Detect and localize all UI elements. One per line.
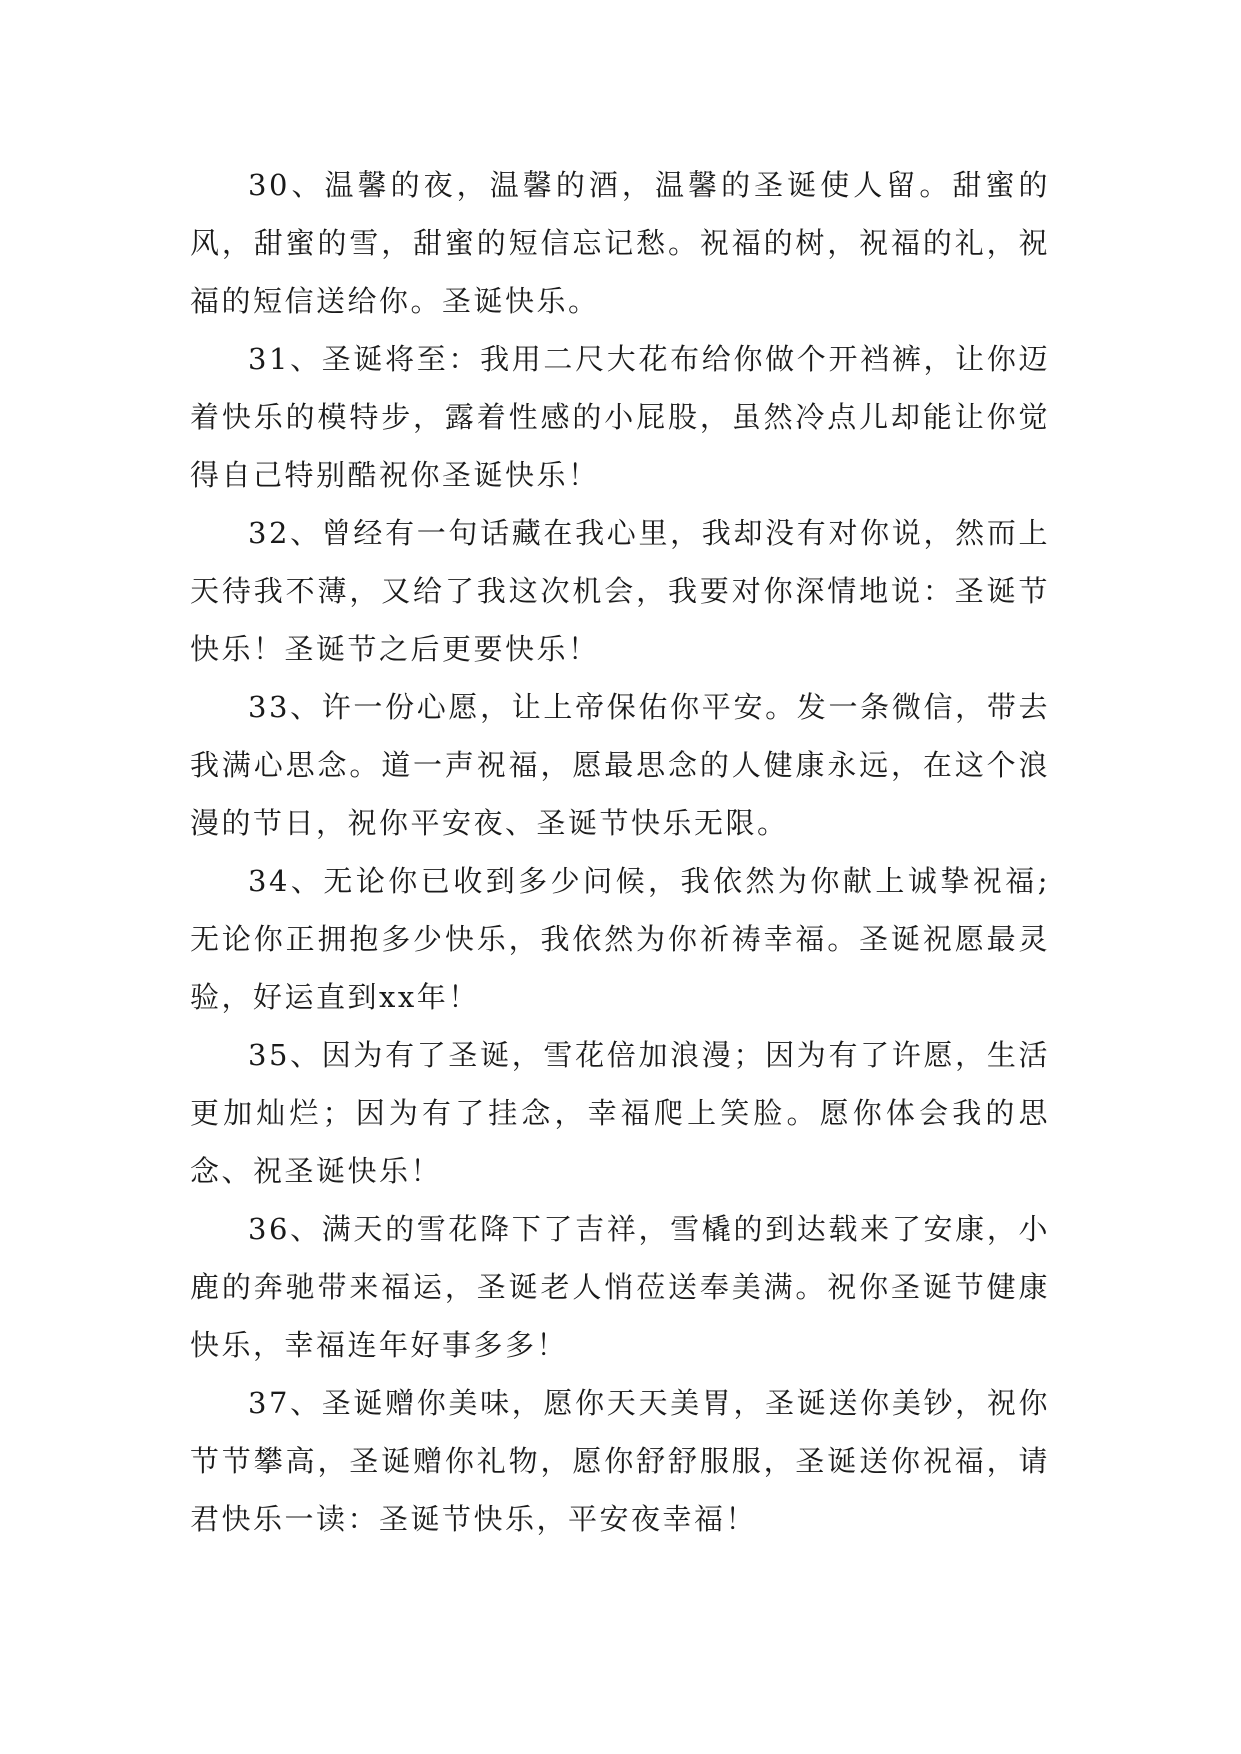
paragraph-30: 30、温馨的夜，温馨的酒，温馨的圣诞使人留。甜蜜的风，甜蜜的雪，甜蜜的短信忘记愁。祝福的树，祝福的礼，祝福的短信送给你。圣诞快乐。 [190, 168, 1050, 318]
paragraph-35: 35、因为有了圣诞，雪花倍加浪漫；因为有了许愿，生活更加灿烂；因为有了挂念，幸福爬上笑脸。愿你体会我的思念、祝圣诞快乐！ [190, 1038, 1050, 1188]
paragraph-36: 36、满天的雪花降下了吉祥，雪橇的到达载来了安康，小鹿的奔驰带来福运，圣诞老人悄莅送奉美满。祝你圣诞节健康快乐，幸福连年好事多多！ [190, 1212, 1050, 1362]
paragraph-37: 37、圣诞赠你美味，愿你天天美胃，圣诞送你美钞，祝你节节攀高，圣诞赠你礼物，愿你舒舒服服，圣诞送你祝福，请君快乐一读：圣诞节快乐，平安夜幸福！ [190, 1386, 1050, 1536]
paragraph-34: 34、无论你已收到多少问候，我依然为你献上诚挚祝福;无论你正拥抱多少快乐，我依然为你祈祷幸福。圣诞祝愿最灵验，好运直到xx年！ [190, 864, 1050, 1014]
paragraph-32: 32、曾经有一句话藏在我心里，我却没有对你说，然而上天待我不薄，又给了我这次机会，我要对你深情地说：圣诞节快乐！圣诞节之后更要快乐！ [190, 516, 1050, 666]
paragraph-33: 33、许一份心愿，让上帝保佑你平安。发一条微信，带去我满心思念。道一声祝福，愿最思念的人健康永远，在这个浪漫的节日，祝你平安夜、圣诞节快乐无限。 [190, 690, 1050, 840]
paragraph-31: 31、圣诞将至：我用二尺大花布给你做个开裆裤，让你迈着快乐的模特步，露着性感的小屁股，虽然冷点儿却能让你觉得自己特别酷祝你圣诞快乐！ [190, 342, 1050, 492]
document-body [190, 156, 1050, 1548]
